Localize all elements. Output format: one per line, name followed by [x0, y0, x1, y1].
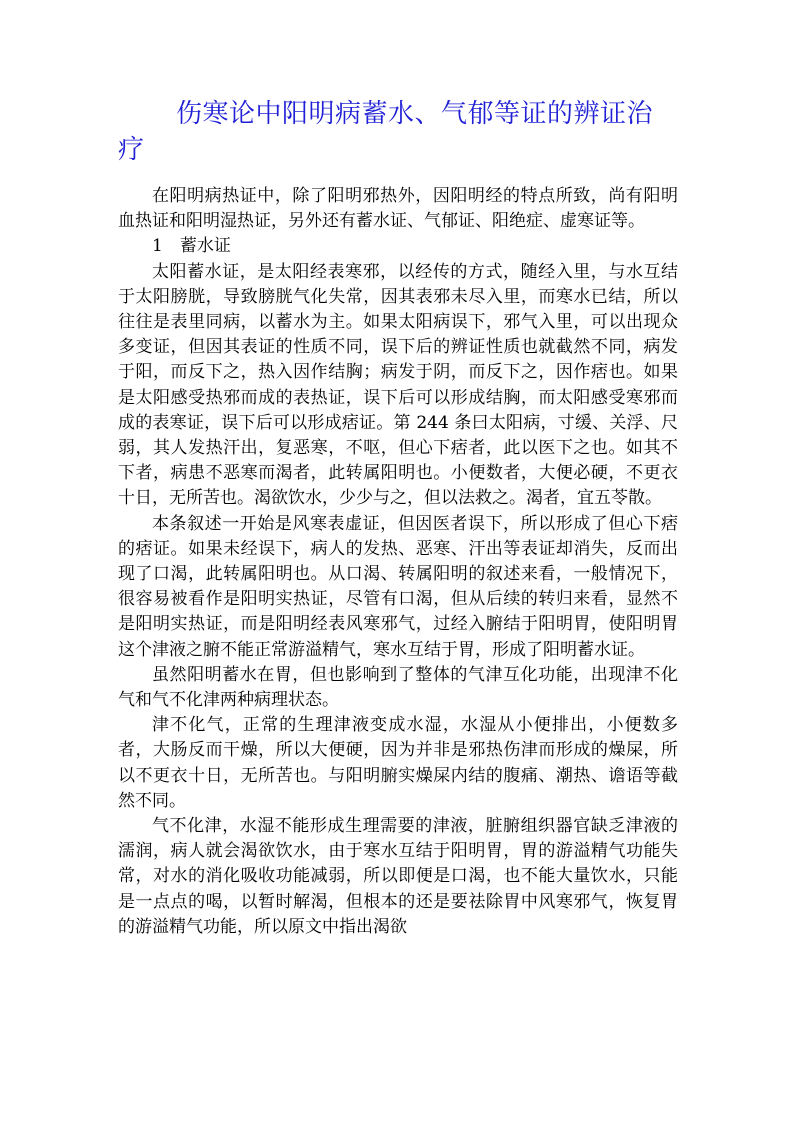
- paragraph-qi-not-transforming-fluid: 气不化津，水湿不能形成生理需要的津液，脏腑组织器官缺乏津液的濡润，病人就会渴欲饮水，由于寒水互结于阳明胃，胃的游溢精气功能失常，对水的消化吸收功能减弱，所以即便是口渴，也不能大量饮水，只能是一点点的喝，以暂时解渴，但根本的还是要祛除胃中风寒邪气，恢复胃的游溢精气功能，所以原文中指出渴欲: [118, 816, 678, 937]
- document-body: [118, 184, 678, 940]
- document-title: 伤寒论中阳明病蓄水、气郁等证的辨证治疗: [118, 99, 654, 165]
- paragraph-intro: 在阳明病热证中，除了阳明邪热外，因阳明经的特点所致，尚有阳明血热证和阳明湿热证，另外还有蓄水证、气郁证、阳绝症、虚寒证等。: [118, 186, 678, 232]
- paragraph-fluid-not-transforming-qi: 津不化气，正常的生理津液变成水湿，水湿从小便排出，小便数多者，大肠反而干燥，所以大便硬，因为并非是邪热伤津而形成的燥屎，所以不更衣十日，无所苦也。与阳明腑实燥屎内结的腹痛、潮热、谵语等截然不同。: [118, 715, 678, 811]
- paragraph-taiyang-water-retention: 太阳蓄水证，是太阳经表寒邪，以经传的方式，随经入里，与水互结于太阳膀胱，导致膀胱气化失常，因其表邪未尽入里，而寒水已结，所以往往是表里同病，以蓄水为主。如果太阳病误下，邪气入里，可以出现众多变证，但因其表证的性质不同，误下后的辨证性质也就截然不同，病发于阳，而反下之，热入因作结胸；病发于阴，而反下之，因作痞也。如果是太阳感受热邪而成的表热证，误下后可以形成结胸，而太阳感受寒邪而成的表寒证，误下后可以形成痞证。第 244 条曰太阳病，寸缓、关浮、尺弱，其人发热汗出，复恶寒，不呕，但心下痞者，此以医下之也。如其不下者，病患不恶寒而渴者，此转属阳明也。小便数者，大便必硬，不更衣十日，无所苦也。渴欲饮水，少少与之，但以法救之。渴者，宜五苓散。: [118, 261, 678, 509]
- paragraph-commentary: 本条叙述一开始是风寒表虚证，但因医者误下，所以形成了但心下痞的痞证。如果未经误下，病人的发热、恶寒、汗出等表证却消失，反而出现了口渴，此转属阳明也。从口渴、转属阳明的叙述来看，一般情况下，很容易被看作是阳明实热证，尽管有口渴，但从后续的转归来看，显然不是阳明实热证，而是阳明经表风寒邪气，过经入腑结于阳明胃，使阳明胃这个津液之腑不能正常游溢精气，寒水互结于胃，形成了阳明蓄水证。: [118, 513, 678, 660]
- section-heading-water-retention: 1 蓄水证: [152, 236, 231, 257]
- paragraph-yangming-water-retention: 虽然阳明蓄水在胃，但也影响到了整体的气津互化功能，出现津不化气和气不化津两种病理状态。: [118, 664, 678, 711]
